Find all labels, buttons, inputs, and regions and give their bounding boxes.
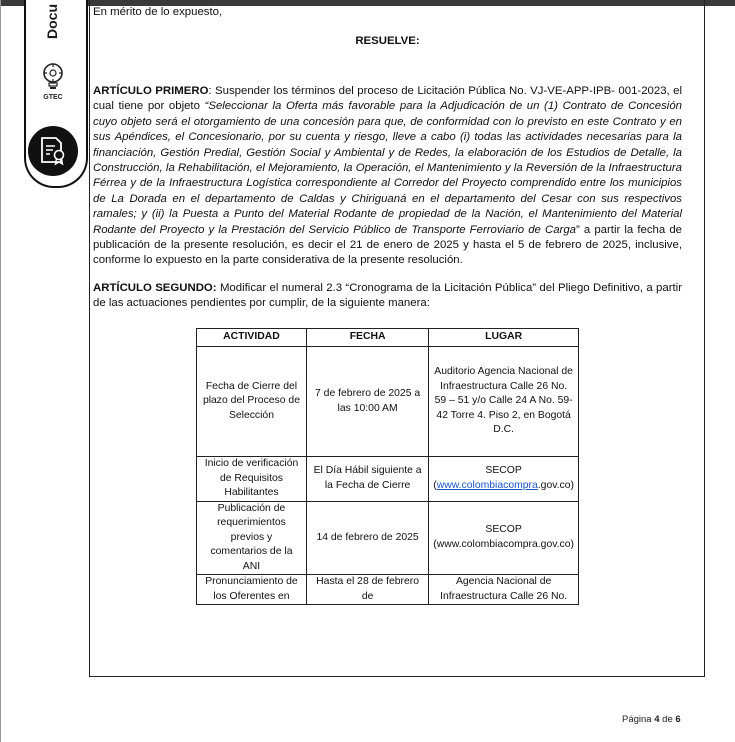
page-of: de: [659, 714, 676, 725]
cell-actividad: Fecha de Cierre del plazo del Proceso de Selección: [197, 347, 307, 457]
page-number: [622, 714, 681, 725]
article-one-text-b: ” a partir la fecha de publicación de la presente resolución, es decir el 21 de enero de 2025 y hasta el 5 de febrero de 2025, inclusive, conforme lo expuesto en la parte considerativa de la presente resolución.: [93, 223, 682, 267]
cell-lugar: SECOP (www.colombiacompra.gov.co): [429, 501, 579, 575]
resuelve-heading: RESUELVE:: [355, 35, 420, 47]
header-actividad: ACTIVIDAD: [197, 329, 307, 347]
article-one-object: “Seleccionar la Oferta más favorable para la Adjudicación de un (1) Contrato de Concesión cuyo objeto será el otorgamiento de una concesión para que, de conformidad con lo previsto en este Contrato y en sus Apéndices, el Concesionario, por su cuenta y riesgo, lleve a cabo (i) todas las actividades necesarias para la financiación, Gestión Predial, Gestión Social y Ambiental y de Redes, la elaboración de los Estudios de Detalle, la Construcción, la Rehabilitación, el Mejoramiento, la Operación, el Mantenimiento y la Reversión de la Infraestructura Férrea y de la Infraestructura Logística correspondiente al Corredor del Proyecto comprendido entre los municipios de La Dorada en el departamento de Caldas y Chiriguaná en el departamento del Cesar con sus respectivos ramales; y (ii) la Puesta a Punto del Material Rodante de propiedad de la Nación, el Mantenimiento del Material Rodante del Proyecto y la Prestación del Servicio Público de Transporte Ferroviario de Carga: [93, 100, 682, 236]
table-header-row: [197, 329, 579, 347]
table-row: [197, 575, 579, 605]
article-one-label: ARTÍCULO PRIMERO: [93, 85, 209, 97]
intro-paragraph: En mérito de lo expuesto,: [93, 6, 223, 18]
header-lugar: LUGAR: [429, 329, 579, 347]
article-two-label: ARTÍCULO SEGUNDO:: [93, 282, 217, 294]
cell-lugar: [429, 457, 579, 502]
article-one-paragraph: [93, 84, 682, 269]
cell-actividad: Pronunciamiento de los Oferentes en: [197, 575, 307, 605]
cell-fecha: 7 de febrero de 2025 a las 10:00 AM: [306, 347, 428, 457]
header-fecha: FECHA: [306, 329, 428, 347]
cell-fecha: Hasta el 28 de febrero de: [306, 575, 428, 605]
cell-fecha: 14 de febrero de 2025: [306, 501, 428, 575]
table-row: [197, 457, 579, 502]
ribbon-doc-label: Docu: [44, 4, 60, 39]
table-row: [197, 347, 579, 457]
article-two-text: Modificar el numeral 2.3 “Cronograma de la Licitación Pública” del Pliego Definitivo, a partir de las actuaciones pendientes por cumplir, de la siguiente manera:: [93, 282, 682, 310]
table-row: [197, 501, 579, 575]
cell-lugar: Agencia Nacional de Infraestructura Calle 26 No.: [429, 575, 579, 605]
document-certificate-icon: [28, 126, 78, 176]
article-one-text-a: : Suspender los términos del proceso de Licitación Pública No. VJ-VE-APP-IPB- 001-2023, el cual tiene por objeto: [93, 85, 683, 113]
cell-fecha: El Día Hábil siguiente a la Fecha de Cierre: [306, 457, 428, 502]
lugar-suffix: .gov.co): [537, 479, 574, 491]
page-total: 6: [675, 714, 681, 725]
gtec-logo-text: GTEC: [43, 94, 63, 101]
gtec-logo-icon: [40, 62, 66, 92]
page-current: 4: [654, 714, 660, 725]
cell-lugar: Auditorio Agencia Nacional de Infraestructura Calle 26 No. 59 – 51 y/o Calle 24 A No. 59-42 Torre 4. Piso 2, en Bogotá D.C.: [429, 347, 579, 457]
cell-actividad: Publicación de requerimientos previos y comentarios de la ANI: [197, 501, 307, 575]
lugar-prefix: SECOP (: [433, 465, 522, 491]
page-label: Página: [622, 714, 655, 725]
schedule-table: [196, 328, 579, 605]
colombiacompra-link[interactable]: www.colombiacompra: [436, 479, 538, 491]
page-left-edge: [0, 0, 1, 742]
cell-actividad: Inicio de verificación de Requisitos Habilitantes: [197, 457, 307, 502]
article-two-paragraph: [93, 281, 682, 312]
